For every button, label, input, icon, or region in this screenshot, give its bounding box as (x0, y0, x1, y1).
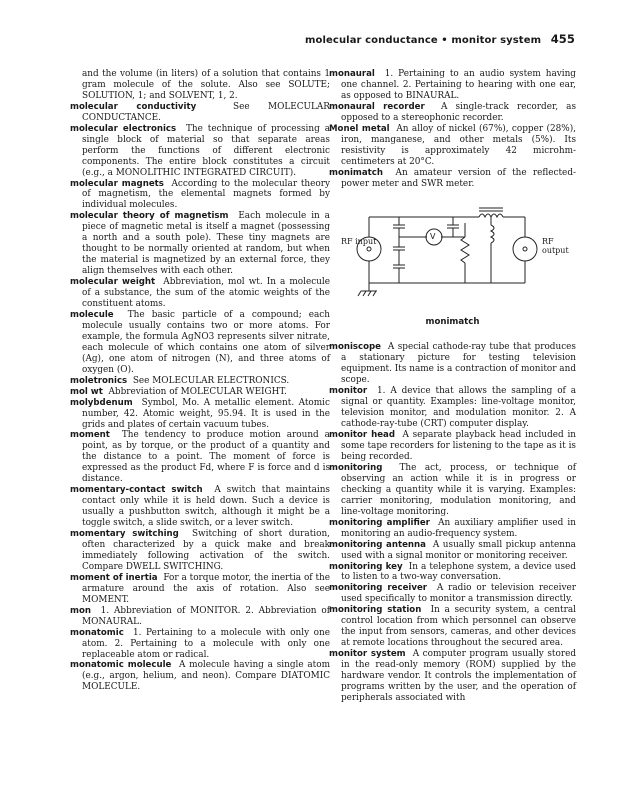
dictionary-entry: monaural 1. Pertaining to an audio system having one channel. 2. Pertaining to hearing with one ear, as opposed to BINAURAL. (329, 69, 576, 101)
monimatch-circuit-diagram (329, 195, 576, 315)
dictionary-entry: molecular conductivity See MOLECULAR CONDUCTANCE. (70, 101, 330, 123)
dictionary-entry: monitoring station In a security system, a central control location from which personnel can observe the input from sensors, cameras, and other devices at remote locations throughout the secured area. (329, 605, 576, 649)
rf-input-label: RF input (341, 237, 377, 247)
dictionary-entry: mol wt Abbreviation of MOLECULAR WEIGHT. (70, 386, 287, 397)
dictionary-entry: molecular theory of magnetism Each molecule in a piece of magnetic metal is itself a magnet (possessing a north and a south pole). These tiny magnets are thought to be normally oriented at random, but when the material is magnetized by an external force, they align themselves with each other. (70, 211, 330, 277)
dictionary-entry: monitor system A computer program usually stored in the read-only memory (ROM) supplied by the hardware vendor. It controls the implementation of programs written by the user, and the operation of peripherals associated with (329, 649, 576, 703)
dictionary-entry: moletronics See MOLECULAR ELECTRONICS. (70, 375, 290, 386)
voltmeter-symbol: V (430, 232, 436, 242)
dictionary-entry: monitoring receiver A radio or television receiver used specifically to monitor a transmission directly. (329, 583, 576, 605)
dictionary-entry: monaural recorder A single-track recorder, as opposed to a stereophonic recorder. (329, 101, 577, 123)
dictionary-entry: molecular magnets According to the molecular theory of magnetism, the elemental magnets formed by individual molecules. (70, 178, 330, 211)
running-header (70, 32, 575, 46)
dictionary-entry: monitor 1. A device that allows the sampling of a signal or quantity. Examples: line-voltage monitor, television monitor, and modulation monitor. 2. A cathode-ray-tube (CRT) computer display. (329, 386, 576, 430)
circuit-schematic (329, 195, 576, 315)
dictionary-entry: monatomic 1. Pertaining to a molecule with only one atom. 2. Pertaining to a molecule with only one replaceable atom or radical. (70, 627, 330, 660)
figure-caption: monimatch (425, 317, 480, 328)
dictionary-entry: monimatch An amateur version of the reflected-power meter and SWR meter. (329, 167, 576, 189)
dictionary-entry: and the volume (in liters) of a solution that contains 1 gram molecule of the solute. Also see SOLUTE; SOLUTION, 1; and SOLVENT, 1, 2. (82, 69, 330, 101)
dictionary-entry: molybdenum Symbol, Mo. A metallic element. Atomic number, 42. Atomic weight, 95.94. It is used in the grids and plates of certain vacuum tubes. (70, 397, 330, 430)
dictionary-entry: molecular weight Abbreviation, mol wt. In a molecule of a substance, the sum of the atomic weights of the constituent atoms. (70, 277, 330, 310)
dictionary-entry: mon 1. Abbreviation of MONITOR. 2. Abbreviation of MONAURAL. (70, 605, 330, 627)
dictionary-entry: moniscope A special cathode-ray tube that produces a stationary picture for testing television equipment. Its name is a contraction of monitor and scope. (329, 342, 576, 386)
dictionary-entry: Monel metal An alloy of nickel (67%), copper (28%), iron, manganese, and other metals (5%). Its resistivity is approximately 42 microhm-centimeters at 20°C. (329, 123, 576, 167)
left-column (70, 69, 330, 693)
dictionary-entry: monitor head A separate playback head included in some tape recorders for listening to the tape as it is being recorded. (329, 430, 576, 462)
dictionary-entry: monatomic molecule A molecule having a single atom (e.g., argon, helium, and neon). Compare DIATOMIC MOLECULE. (70, 660, 330, 693)
dictionary-entry: moment of inertia For a torque motor, the inertia of the armature around the axis of rotation. Also see MOMENT. (70, 572, 330, 605)
dictionary-entry: momentary switching Switching of short duration, often characterized by a quick make and break immediately following activation of the switch. Compare DWELL SWITCHING. (70, 529, 330, 572)
dictionary-entry: moment The tendency to produce motion around a point, as by torque, or the product of a quantity and the distance to a point. The moment of force is expressed as the product Fd, where F is force and d is distance. (70, 430, 330, 485)
right-column (329, 69, 576, 704)
dictionary-entry: monitoring amplifier An auxiliary amplifier used in monitoring an audio-frequency system. (329, 517, 576, 539)
dictionary-entry: molecular electronics The technique of processing a single block of material so that separate areas perform the functions of different electronic components. The entire block constitutes a circuit (e.g., a MONOLITHIC INTEGRATED CIRCUIT). (70, 123, 330, 178)
header-title: molecular conductance • monitor system (305, 35, 542, 46)
dictionary-entry: momentary-contact switch A switch that maintains contact only while it is held down. Such a device is usually a pushbutton switch, although it might be a toggle switch, a slide switch, or a lever switch. (70, 485, 330, 529)
dictionary-entry: monitoring key In a telephone system, a device used to listen to a two-way conversation. (329, 561, 576, 583)
page-number: 455 (550, 32, 575, 46)
dictionary-entry: molecule The basic particle of a compound; each molecule usually contains two or more atoms. For example, the formula AgNO3 represents silver nitrate, each molecule of which contains one atom of silver (Ag), one atom of nitrogen (N), and three atoms of oxygen (O). (70, 309, 330, 375)
rf-output-label: RF output (542, 237, 569, 256)
dictionary-entry: monitoring antenna A usually small pickup antenna used with a signal monitor or monitoring receiver. (329, 539, 576, 561)
dictionary-entry: monitoring The act, process, or technique of observing an action while it is in progress or checking a quantity while it is varying. Examples: carrier monitoring, modulation monitoring, and line-voltage monitoring. (329, 462, 576, 517)
